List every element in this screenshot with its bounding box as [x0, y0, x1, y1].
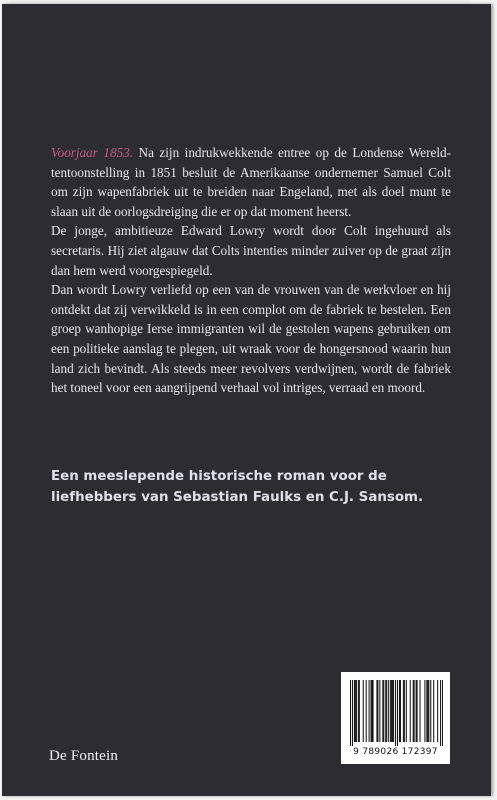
barcode-bar: [382, 680, 383, 742]
barcode-bar: [430, 680, 431, 742]
blurb-paragraph-1-text: Na zijn indrukwekkende entree op de Londense Wereld-tentoonstelling in 1851 besluit de Amerikaanse ondernemer Samuel Colt om zijn wapenfabriek uit te breiden naar Engeland, met als doel munt te slaan uit de oorlogsdreiging die er op dat moment heerst.: [51, 145, 451, 219]
barcode-bar: [369, 680, 370, 742]
barcode-bar: [440, 680, 441, 746]
barcode-bar: [416, 680, 417, 742]
barcode-bar: [395, 680, 396, 746]
blurb-paragraph-3: Dan wordt Lowry verliefd op een van de vrouwen van de werkvloer en hij ontdekt dat zij verwikkeld is in een complot om de fabriek te bestelen. Een groep wanhopige Ierse immigranten wil de gestolen wapens gebruiken om een politieke aanslag te plegen, uit wraak voor de hongersnood waarin hun land zich bevindt. Als steeds meer revolvers verdwijnen, wordt de fabriek het toneel voor een aangrijpend verhaal vol intriges, verraad en moord.: [51, 282, 451, 396]
barcode-bar: [376, 680, 377, 742]
barcode-bar: [413, 680, 414, 742]
barcode-bar: [358, 680, 359, 742]
barcode-bar: [388, 680, 389, 742]
barcode-bar: [393, 680, 394, 742]
barcode-bar: [385, 680, 386, 742]
barcode-bar: [373, 680, 374, 742]
barcode-bar: [410, 680, 411, 742]
barcode-bar: [442, 680, 443, 746]
barcode-bars: [350, 680, 443, 746]
barcode-bar: [392, 680, 393, 742]
barcode-bar: [363, 680, 364, 742]
barcode-bar: [350, 680, 351, 746]
barcode-bar: [390, 680, 391, 742]
barcode-number: 9 789026 172397: [353, 747, 438, 757]
blurb-season: Voorjaar 1853.: [51, 145, 134, 160]
barcode-bar: [404, 680, 405, 742]
blurb-paragraph-2: De jonge, ambitieuze Edward Lowry wordt door Colt ingehuurd als secretaris. Hij ziet algauw dat Colts intenties minder zuiver op de graat zijn dan hem werd voorgespiegeld.: [51, 223, 451, 278]
barcode-bar: [403, 680, 404, 742]
barcode-bar: [406, 680, 407, 742]
barcode-bar: [377, 680, 378, 742]
barcode-bar: [379, 680, 380, 742]
barcode-bar: [399, 680, 400, 742]
barcode-bar: [366, 680, 367, 742]
publisher-name: De Fontein: [49, 748, 119, 764]
barcode-bar: [354, 680, 355, 742]
blurb-paragraph-1: [51, 143, 451, 221]
barcode-bar: [414, 680, 415, 742]
barcode-bar: [427, 680, 428, 742]
barcode-bar: [391, 680, 392, 742]
tagline: Een meeslepende historische roman voor de liefhebbers van Sebastian Faulks en C.J. Sansom.: [51, 469, 424, 505]
barcode-bar: [433, 680, 434, 742]
barcode-bar: [428, 680, 429, 742]
barcode-bar: [359, 680, 360, 742]
barcode: [341, 672, 450, 764]
blurb: [51, 143, 451, 398]
barcode-bar: [417, 680, 418, 742]
barcode-bar: [397, 680, 398, 746]
barcode-bar: [426, 680, 427, 742]
barcode-bar: [383, 680, 384, 742]
barcode-bar: [372, 680, 373, 742]
barcode-bar: [371, 680, 372, 742]
barcode-bar: [400, 680, 401, 742]
barcode-bar: [420, 680, 421, 742]
barcode-bar: [355, 680, 356, 742]
barcode-bar: [356, 680, 357, 742]
barcode-bar: [352, 680, 353, 746]
barcode-bar: [424, 680, 425, 742]
barcode-bar: [437, 680, 438, 742]
barcode-bar: [386, 680, 387, 742]
